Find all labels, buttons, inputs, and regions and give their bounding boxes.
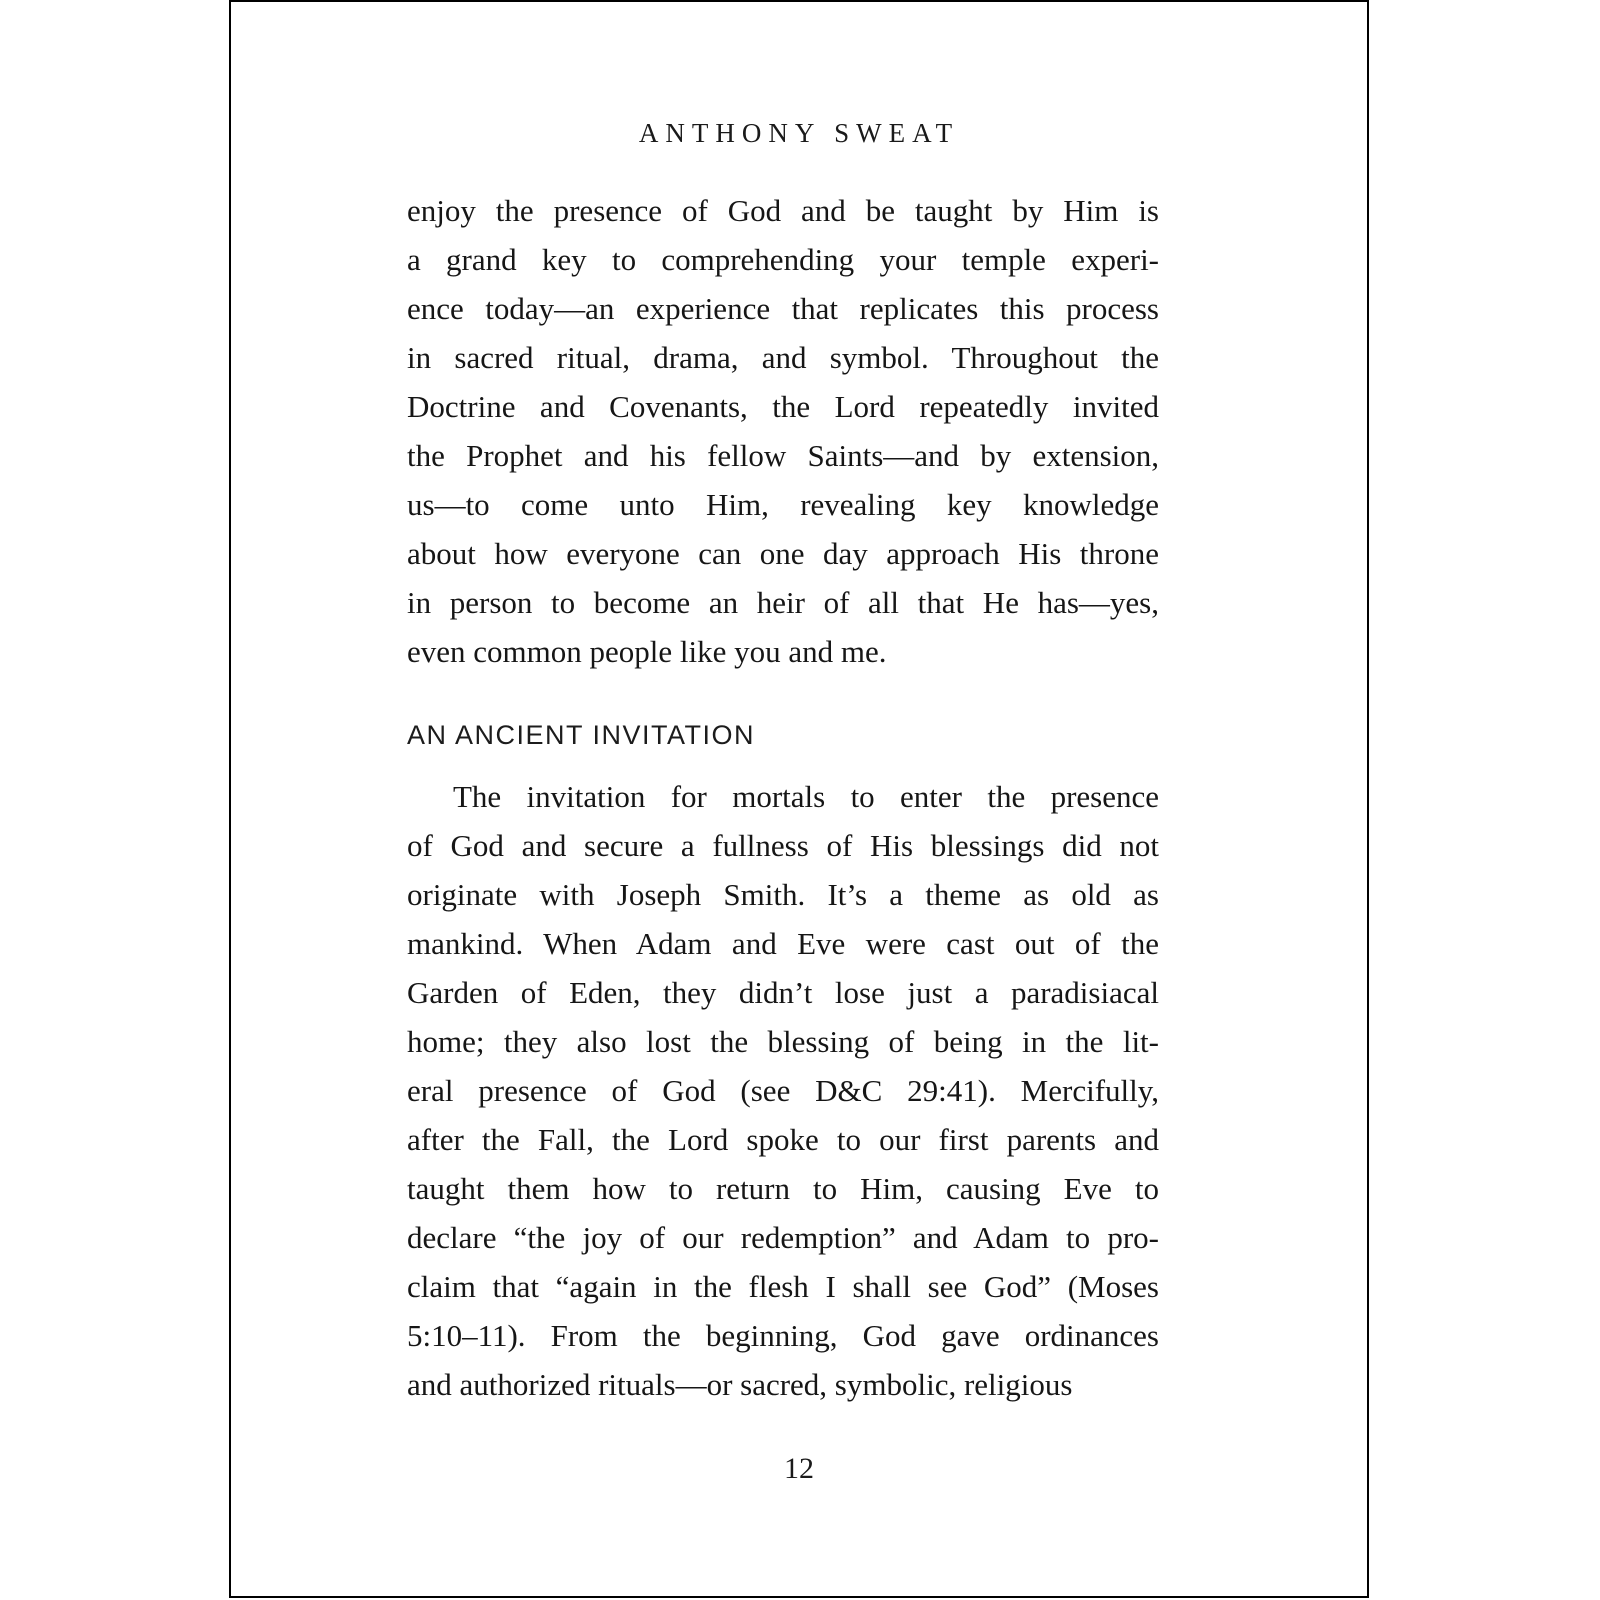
text-line: ence today—an experience that replicates this process (407, 291, 1159, 326)
text-line: in person to become an heir of all that He has—yes, (407, 585, 1159, 620)
text-line: us—to come unto Him, revealing key knowledge (407, 487, 1159, 522)
book-page (229, 0, 1369, 1598)
body-paragraph (407, 772, 1159, 1409)
text-line: originate with Joseph Smith. It’s a theme as old as (407, 877, 1159, 912)
text-line: even common people like you and me. (407, 634, 887, 669)
text-line: declare “the joy of our redemption” and Adam to pro- (407, 1220, 1159, 1255)
text-line: the Prophet and his fellow Saints—and by extension, (407, 438, 1159, 473)
running-head: ANTHONY SWEAT (638, 118, 960, 148)
section-heading: AN ANCIENT INVITATION (407, 720, 756, 750)
text-line: and authorized rituals—or sacred, symbolic, religious (407, 1367, 1073, 1402)
text-line: a grand key to comprehending your temple experi- (407, 242, 1159, 277)
text-line: after the Fall, the Lord spoke to our first parents and (407, 1122, 1159, 1157)
text-line: in sacred ritual, drama, and symbol. Throughout the (407, 340, 1159, 375)
text-line: claim that “again in the flesh I shall see God” (Moses (407, 1269, 1159, 1304)
text-line: about how everyone can one day approach His throne (407, 536, 1159, 571)
text-column (407, 186, 1159, 1409)
text-line: 5:10–11). From the beginning, God gave ordinances (407, 1318, 1159, 1353)
page-number: 12 (784, 1452, 814, 1485)
text-line: Garden of Eden, they didn’t lose just a paradisiacal (407, 975, 1159, 1010)
body-paragraph (407, 186, 1159, 676)
text-line: of God and secure a fullness of His blessings did not (407, 828, 1159, 863)
text-line: home; they also lost the blessing of being in the lit- (407, 1024, 1159, 1059)
text-line: mankind. When Adam and Eve were cast out of the (407, 926, 1159, 961)
text-line: taught them how to return to Him, causing Eve to (407, 1171, 1159, 1206)
text-line: enjoy the presence of God and be taught by Him is (407, 193, 1159, 228)
text-line: The invitation for mortals to enter the presence (453, 779, 1159, 814)
text-line: eral presence of God (see D&C 29:41). Mercifully, (407, 1073, 1159, 1108)
text-line: Doctrine and Covenants, the Lord repeatedly invited (407, 389, 1159, 424)
